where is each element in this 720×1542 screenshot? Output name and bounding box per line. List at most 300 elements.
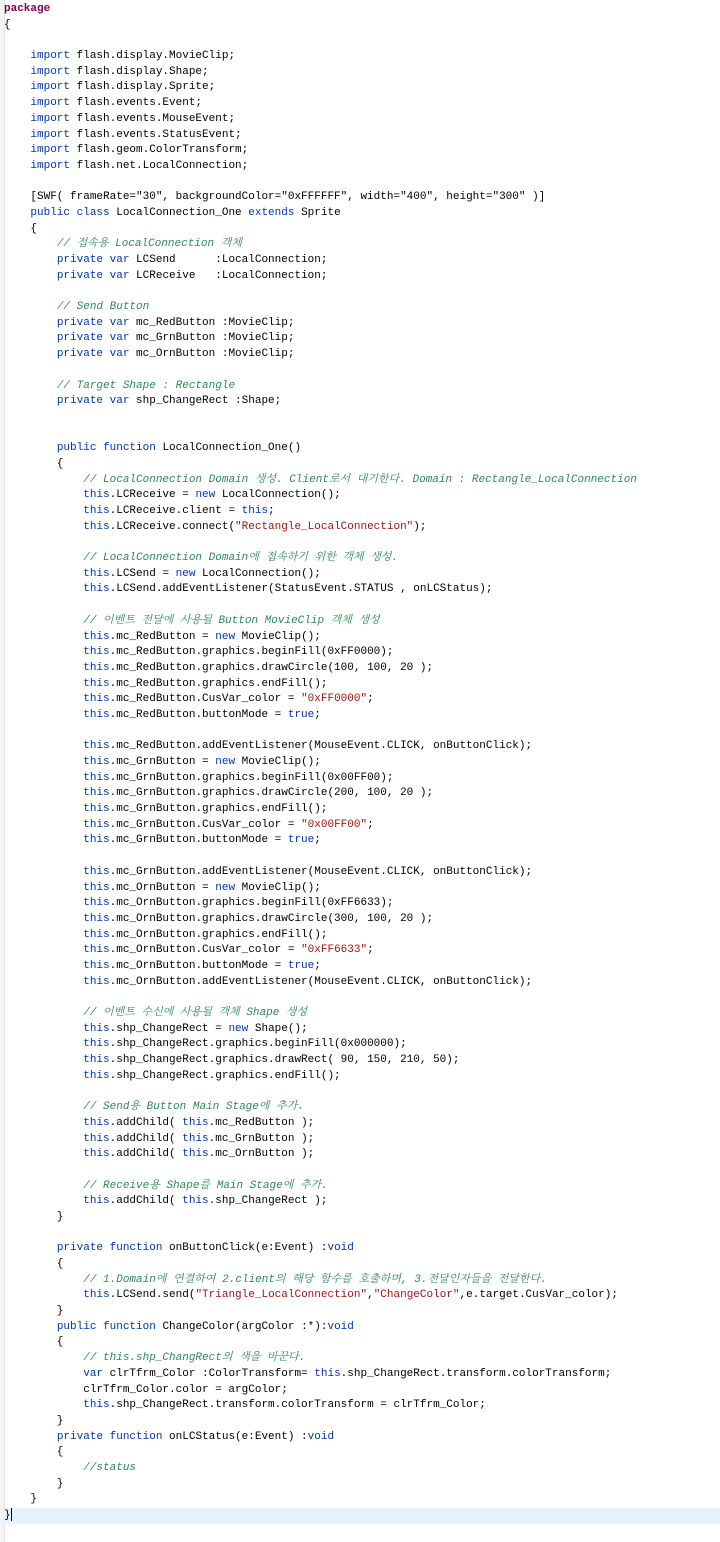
code-text: .addChild( <box>109 1148 183 1161</box>
code-line[interactable] <box>4 567 720 583</box>
code-text <box>4 646 83 658</box>
code-line[interactable] <box>4 457 720 473</box>
code-line[interactable] <box>4 363 720 379</box>
code-keyword: this <box>83 944 110 957</box>
code-comment: // 1.Domain에 연결하여 2.client의 해당 함수를 호출하며, 3.전달인자들을 전달한다. <box>83 1273 547 1286</box>
code-line[interactable] <box>4 128 720 144</box>
code-text: flash.events.Event; <box>70 97 203 110</box>
code-line[interactable] <box>4 520 720 536</box>
code-text: clrTfrm_Color :ColorTransform= <box>103 1367 315 1380</box>
code-text <box>4 1242 57 1254</box>
code-keyword: import <box>30 128 71 141</box>
code-line[interactable] <box>4 49 720 65</box>
code-text <box>4 834 83 846</box>
code-keyword: this <box>83 489 110 502</box>
code-line[interactable] <box>4 943 720 959</box>
code-text: ; <box>314 708 321 721</box>
code-line[interactable] <box>4 1053 720 1069</box>
code-keyword: var <box>83 1367 104 1380</box>
code-text <box>4 521 83 533</box>
code-text <box>4 1038 83 1050</box>
code-keyword: new <box>228 1022 249 1035</box>
code-line[interactable] <box>4 614 720 630</box>
code-keyword: this <box>83 1289 110 1302</box>
code-line[interactable] <box>4 849 720 865</box>
code-line[interactable] <box>4 1508 720 1524</box>
code-line[interactable] <box>4 504 720 520</box>
code-line[interactable] <box>4 896 720 912</box>
code-line[interactable] <box>4 677 720 693</box>
code-text: .LCSend.addEventListener(StatusEvent.STATUS , onLCStatus); <box>109 583 493 596</box>
code-text <box>4 50 30 62</box>
code-text: flash.display.Sprite; <box>70 81 216 94</box>
code-line[interactable] <box>4 1210 720 1226</box>
code-text: LocalConnection_One() <box>155 442 302 455</box>
code-line[interactable] <box>4 237 720 253</box>
code-line[interactable] <box>4 300 720 316</box>
code-text: } <box>4 1305 64 1318</box>
code-line[interactable] <box>4 551 720 567</box>
code-line[interactable] <box>4 630 720 646</box>
code-keyword: this <box>83 1132 110 1145</box>
code-text: MovieClip(); <box>235 881 321 894</box>
code-keyword: new <box>175 567 196 580</box>
code-text <box>4 442 57 454</box>
code-keyword: private var <box>56 395 130 408</box>
code-line[interactable] <box>4 1116 720 1132</box>
code-keyword: private var <box>56 269 130 282</box>
code-keyword: import <box>30 112 71 125</box>
code-text <box>4 505 83 517</box>
code-comment: // Send Button <box>56 301 150 314</box>
code-line[interactable] <box>4 975 720 991</box>
code-text: { <box>4 1446 64 1459</box>
code-text <box>4 913 83 925</box>
code-line[interactable] <box>4 1445 720 1461</box>
code-keyword: this <box>182 1116 209 1129</box>
code-text <box>4 1274 83 1286</box>
code-line[interactable] <box>4 739 720 755</box>
code-line[interactable] <box>4 18 720 34</box>
code-text: [SWF( frameRate="30", backgroundColor="0xFFFFFF", width="400", height="300" )] <box>4 191 546 204</box>
code-line[interactable] <box>4 692 720 708</box>
code-line[interactable] <box>4 1241 720 1257</box>
code-text: .mc_OrnButton.graphics.drawCircle(300, 100, 20 ); <box>109 912 434 925</box>
code-keyword: this <box>83 505 110 517</box>
code-text <box>4 1431 57 1443</box>
code-line[interactable] <box>4 316 720 332</box>
text-caret <box>11 1508 12 1521</box>
code-text: , <box>367 1289 374 1302</box>
code-line[interactable] <box>4 410 720 426</box>
code-line[interactable] <box>4 112 720 128</box>
code-text: .mc_GrnButton.graphics.beginFill(0x00FF00); <box>109 771 394 784</box>
code-text: .shp_ChangeRect.transform.colorTransform; <box>340 1367 612 1380</box>
code-text <box>4 787 83 799</box>
code-text: LocalConnection_One <box>109 206 249 219</box>
code-line[interactable] <box>4 755 720 771</box>
code-text: ChangeColor(argColor :*): <box>155 1320 328 1333</box>
code-text: .shp_ChangeRect.graphics.beginFill(0x000000); <box>109 1038 407 1051</box>
code-comment: // Receive용 Shape를 Main Stage에 추가. <box>83 1179 328 1192</box>
code-line[interactable] <box>4 1492 720 1508</box>
code-text: { <box>4 457 64 470</box>
code-keyword: this <box>83 1148 110 1161</box>
code-text: clrTfrm_Color.color = argColor; <box>4 1383 288 1396</box>
code-text: flash.events.MouseEvent; <box>70 112 236 125</box>
code-text: MovieClip(); <box>235 756 321 768</box>
code-keyword: this <box>83 897 110 910</box>
code-text: MovieClip(); <box>235 630 321 643</box>
code-line[interactable] <box>4 1147 720 1163</box>
code-keyword: import <box>30 97 71 110</box>
code-keyword: this <box>83 912 110 925</box>
code-text <box>4 1133 83 1145</box>
code-keyword: this <box>83 834 110 847</box>
code-line[interactable] <box>4 1132 720 1148</box>
code-keyword: public class <box>30 206 110 219</box>
code-keyword: this <box>83 630 110 643</box>
code-line[interactable] <box>4 80 720 96</box>
code-text: .addChild( <box>109 1116 183 1129</box>
code-line[interactable] <box>4 881 720 897</box>
code-comment: // LocalConnection Domain에 접속하기 위한 객체 생성. <box>83 552 399 565</box>
code-line[interactable] <box>4 473 720 489</box>
code-text: } <box>4 1210 64 1223</box>
code-line[interactable] <box>4 1461 720 1477</box>
code-line[interactable] <box>4 1069 720 1085</box>
code-text: .shp_ChangeRect.graphics.endFill(); <box>109 1069 341 1082</box>
code-text: .mc_OrnButton.addEventListener(MouseEvent.CLICK, onButtonClick); <box>109 975 533 988</box>
code-lines[interactable] <box>4 2 720 1539</box>
code-keyword: this <box>83 756 110 768</box>
code-line[interactable] <box>4 1288 720 1304</box>
code-text <box>4 474 83 486</box>
code-keyword: this <box>83 1195 110 1208</box>
code-text: .mc_RedButton.graphics.beginFill(0xFF0000); <box>109 646 394 659</box>
code-text: ; <box>367 944 374 957</box>
code-line[interactable] <box>4 347 720 363</box>
code-line[interactable] <box>4 1006 720 1022</box>
code-line[interactable] <box>4 159 720 175</box>
code-line[interactable] <box>4 394 720 410</box>
code-line[interactable] <box>4 802 720 818</box>
code-text: Shape(); <box>248 1022 308 1035</box>
code-keyword: this <box>83 567 110 580</box>
code-line[interactable] <box>4 786 720 802</box>
code-text <box>4 819 83 831</box>
code-text: .mc_RedButton ); <box>208 1116 315 1129</box>
code-text <box>4 1352 83 1364</box>
code-keyword: this <box>83 1038 110 1051</box>
code-text: .shp_ChangeRect.transform.colorTransform = clrTfrm_Color; <box>109 1399 486 1412</box>
code-keyword: this <box>83 693 110 706</box>
code-text <box>4 380 57 392</box>
code-text <box>4 348 57 360</box>
code-string: "0xFF6633" <box>301 944 368 957</box>
code-line[interactable] <box>4 1304 720 1320</box>
code-line[interactable] <box>4 535 720 551</box>
code-line[interactable] <box>4 65 720 81</box>
code-text: .mc_RedButton.graphics.drawCircle(100, 100, 20 ); <box>109 661 434 674</box>
code-keyword: new <box>215 756 236 768</box>
code-line[interactable] <box>4 1163 720 1179</box>
code-line[interactable] <box>4 1524 720 1540</box>
code-comment: // this.shp_ChangRect의 색을 바꾼다. <box>83 1352 306 1365</box>
code-line[interactable] <box>4 488 720 504</box>
code-keyword: private function <box>56 1242 163 1255</box>
code-keyword: this <box>314 1367 341 1380</box>
code-text <box>4 113 30 125</box>
code-text: .mc_OrnButton.CusVar_color = <box>109 944 302 957</box>
code-text: } <box>4 1414 64 1427</box>
code-text <box>4 740 83 752</box>
code-text: .mc_OrnButton ); <box>208 1148 315 1161</box>
code-text: .mc_OrnButton = <box>109 881 216 894</box>
code-text: ; <box>367 693 374 706</box>
code-keyword: this <box>83 881 110 894</box>
code-keyword: this <box>83 646 110 659</box>
code-text <box>4 882 83 894</box>
code-line[interactable] <box>4 1335 720 1351</box>
code-text: flash.display.Shape; <box>70 65 209 78</box>
code-line[interactable] <box>4 1398 720 1414</box>
code-keyword: public function <box>56 1320 156 1333</box>
code-keyword: private var <box>56 254 130 266</box>
code-string: "0x00FF00" <box>301 818 368 831</box>
code-keyword: import <box>30 50 71 63</box>
code-text: { <box>4 18 11 31</box>
code-text <box>4 207 30 219</box>
code-text <box>4 678 83 690</box>
code-line[interactable] <box>4 190 720 206</box>
code-text: mc_GrnButton :MovieClip; <box>129 332 295 345</box>
code-text: .mc_RedButton.graphics.endFill(); <box>109 677 328 690</box>
code-line[interactable] <box>4 1226 720 1242</box>
code-keyword: this <box>83 1399 110 1412</box>
code-text: ,e.target.CusVar_color); <box>459 1289 618 1302</box>
code-line[interactable] <box>4 1477 720 1493</box>
code-line[interactable] <box>4 833 720 849</box>
code-text <box>4 1399 83 1411</box>
code-text <box>4 97 30 109</box>
code-line[interactable] <box>4 990 720 1006</box>
code-keyword: extends <box>248 206 295 219</box>
code-line[interactable] <box>4 661 720 677</box>
code-text: LocalConnection(); <box>195 567 321 580</box>
code-keyword: this <box>83 583 110 596</box>
code-text <box>4 129 30 141</box>
code-keyword: this <box>83 865 110 878</box>
code-text: .shp_ChangeRect.graphics.drawRect( 90, 150, 210, 50); <box>109 1054 460 1067</box>
code-text: ; <box>314 834 321 847</box>
code-line[interactable] <box>4 959 720 975</box>
code-text <box>4 1321 57 1333</box>
code-keyword: this <box>83 959 110 972</box>
code-line[interactable] <box>4 441 720 457</box>
code-line[interactable] <box>4 284 720 300</box>
code-text: .mc_GrnButton.buttonMode = <box>109 834 288 847</box>
code-line[interactable] <box>4 426 720 442</box>
code-text: .mc_GrnButton.graphics.drawCircle(200, 100, 20 ); <box>109 787 434 800</box>
code-text <box>4 317 57 329</box>
code-text: .mc_OrnButton.buttonMode = <box>109 959 288 972</box>
code-comment: // 이벤트 전달에 사용될 Button MovieClip 객체 생성 <box>83 614 380 627</box>
code-line[interactable] <box>4 771 720 787</box>
code-keyword: import <box>30 144 71 157</box>
code-line[interactable] <box>4 645 720 661</box>
code-line[interactable] <box>4 1351 720 1367</box>
code-line[interactable] <box>4 96 720 112</box>
code-line[interactable] <box>4 175 720 191</box>
code-line[interactable] <box>4 143 720 159</box>
code-keyword: true <box>287 959 315 972</box>
code-text <box>4 756 83 768</box>
code-keyword: this <box>83 661 110 674</box>
code-text: } <box>4 1493 38 1506</box>
code-keyword: new <box>215 881 236 894</box>
code-line[interactable] <box>4 269 720 285</box>
code-text: .LCSend = <box>109 567 176 580</box>
code-text <box>4 1195 83 1207</box>
code-text <box>4 866 83 878</box>
code-keyword: this <box>83 1116 110 1129</box>
code-line[interactable] <box>4 33 720 49</box>
code-line[interactable] <box>4 1257 720 1273</box>
code-line[interactable] <box>4 582 720 598</box>
code-line[interactable] <box>4 206 720 222</box>
code-text: } <box>4 1509 11 1522</box>
code-line[interactable] <box>4 928 720 944</box>
code-line[interactable] <box>4 1414 720 1430</box>
code-line[interactable] <box>4 598 720 614</box>
code-text <box>4 301 57 313</box>
code-text <box>4 583 83 595</box>
code-comment: // Send용 Button Main Stage에 추가. <box>83 1101 304 1114</box>
code-text <box>4 270 57 282</box>
code-keyword: void <box>307 1430 335 1443</box>
code-text: .LCReceive.client = <box>109 505 242 517</box>
code-text: .mc_GrnButton.CusVar_color = <box>109 818 302 831</box>
code-keyword: this <box>182 1148 209 1161</box>
code-line[interactable] <box>4 1194 720 1210</box>
code-keyword: this <box>83 1054 110 1067</box>
code-keyword: this <box>182 1132 209 1145</box>
code-text: .mc_RedButton.CusVar_color = <box>109 693 302 706</box>
code-string: "ChangeColor" <box>373 1289 460 1302</box>
code-text <box>4 144 30 156</box>
code-line[interactable] <box>4 1273 720 1289</box>
code-keyword: this <box>83 803 110 816</box>
code-keyword: private function <box>56 1430 163 1443</box>
code-line[interactable] <box>4 708 720 724</box>
code-keyword: import <box>30 65 71 78</box>
code-line[interactable] <box>4 1179 720 1195</box>
code-text <box>4 1462 83 1474</box>
code-text <box>4 81 30 93</box>
code-text <box>4 1289 83 1301</box>
code-text <box>4 552 83 564</box>
code-text: .mc_GrnButton = <box>109 756 216 768</box>
code-keyword: public function <box>56 442 156 455</box>
code-keyword: this <box>83 818 110 831</box>
code-keyword: this <box>83 740 110 753</box>
code-text <box>4 1054 83 1066</box>
code-keyword: private var <box>56 348 130 361</box>
code-line[interactable] <box>4 253 720 269</box>
code-keyword: this <box>83 771 110 784</box>
code-line[interactable] <box>4 1320 720 1336</box>
code-keyword: this <box>83 1022 110 1035</box>
code-text <box>4 944 83 956</box>
code-keyword: void <box>327 1242 354 1255</box>
code-line[interactable] <box>4 1367 720 1383</box>
code-line[interactable] <box>4 1022 720 1038</box>
code-text <box>4 960 83 972</box>
code-text: .LCSend.send( <box>109 1289 196 1302</box>
code-line[interactable] <box>4 331 720 347</box>
code-string: "Rectangle_LocalConnection" <box>235 520 414 533</box>
code-text <box>4 693 83 705</box>
code-line[interactable] <box>4 724 720 740</box>
code-text: flash.geom.ColorTransform; <box>70 144 249 157</box>
code-line[interactable] <box>4 222 720 238</box>
code-text: { <box>4 1258 64 1270</box>
code-keyword: new <box>195 489 216 502</box>
code-text: onButtonClick(e:Event) : <box>162 1242 328 1255</box>
code-keyword: private var <box>56 332 130 345</box>
code-keyword: new <box>215 630 236 643</box>
code-line[interactable] <box>4 865 720 881</box>
code-text <box>4 1368 83 1380</box>
code-line[interactable] <box>4 1037 720 1053</box>
code-line[interactable] <box>4 1383 720 1399</box>
code-text: Sprite <box>294 206 341 219</box>
code-line[interactable] <box>4 379 720 395</box>
code-keyword: this <box>83 520 110 533</box>
code-text <box>4 1101 83 1113</box>
code-text <box>4 929 83 941</box>
code-text: flash.net.LocalConnection; <box>70 159 249 172</box>
code-line[interactable] <box>4 1084 720 1100</box>
code-comment: // 이벤트 수신에 사용될 객체 Shape 생성 <box>83 1007 308 1019</box>
code-text: .mc_OrnButton.graphics.beginFill(0xFF6633); <box>109 897 394 910</box>
code-keyword: this <box>83 677 110 690</box>
code-text <box>4 897 83 909</box>
code-comment: //status <box>83 1461 137 1474</box>
code-text: flash.events.StatusEvent; <box>70 128 242 141</box>
code-text <box>4 395 57 407</box>
code-text <box>4 709 83 721</box>
code-text: { <box>4 222 38 235</box>
code-line[interactable] <box>4 2 720 18</box>
code-text <box>4 1117 83 1129</box>
code-text: LocalConnection(); <box>215 489 341 502</box>
code-line[interactable] <box>4 1100 720 1116</box>
code-text <box>4 803 83 815</box>
code-text: .addChild( <box>109 1132 183 1145</box>
code-comment: // Target Shape : Rectangle <box>56 379 236 392</box>
code-line[interactable] <box>4 1430 720 1446</box>
code-line[interactable] <box>4 818 720 834</box>
code-text <box>4 1180 83 1192</box>
code-line[interactable] <box>4 912 720 928</box>
code-comment: // LocalConnection Domain 생성. Client로서 대기한다. Domain : Rectangle_LocalConnection <box>83 473 637 486</box>
code-keyword: this <box>83 928 110 941</box>
code-keyword: this <box>83 1069 110 1082</box>
code-keyword: true <box>287 834 315 847</box>
code-text: .mc_RedButton.addEventListener(MouseEvent.CLICK, onButtonClick); <box>109 740 533 753</box>
